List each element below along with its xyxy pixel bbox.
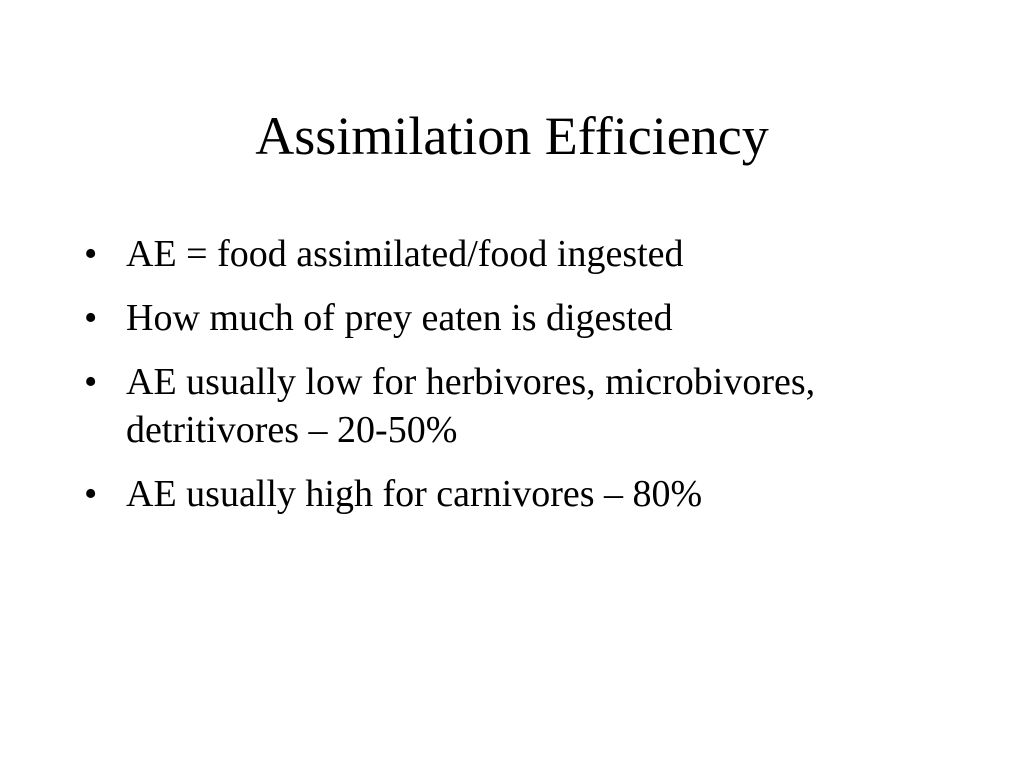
bullet-text: AE usually low for herbivores, microbivores, detritivores – 20-50% xyxy=(126,361,816,451)
slide-title: Assimilation Efficiency xyxy=(255,106,769,166)
bullet-item xyxy=(84,358,944,454)
bullet-marker: • xyxy=(84,297,98,339)
bullet-item xyxy=(84,470,944,518)
bullet-marker: • xyxy=(84,473,98,515)
bullet-text: AE usually high for carnivores – 80% xyxy=(126,473,703,515)
bullet-text: How much of prey eaten is digested xyxy=(126,297,673,339)
bullet-item xyxy=(84,230,944,278)
bullet-marker: • xyxy=(84,361,98,403)
bullet-list xyxy=(84,230,944,534)
bullet-item xyxy=(84,294,944,342)
bullet-marker: • xyxy=(84,233,98,275)
bullet-text: AE = food assimilated/food ingested xyxy=(126,233,684,275)
